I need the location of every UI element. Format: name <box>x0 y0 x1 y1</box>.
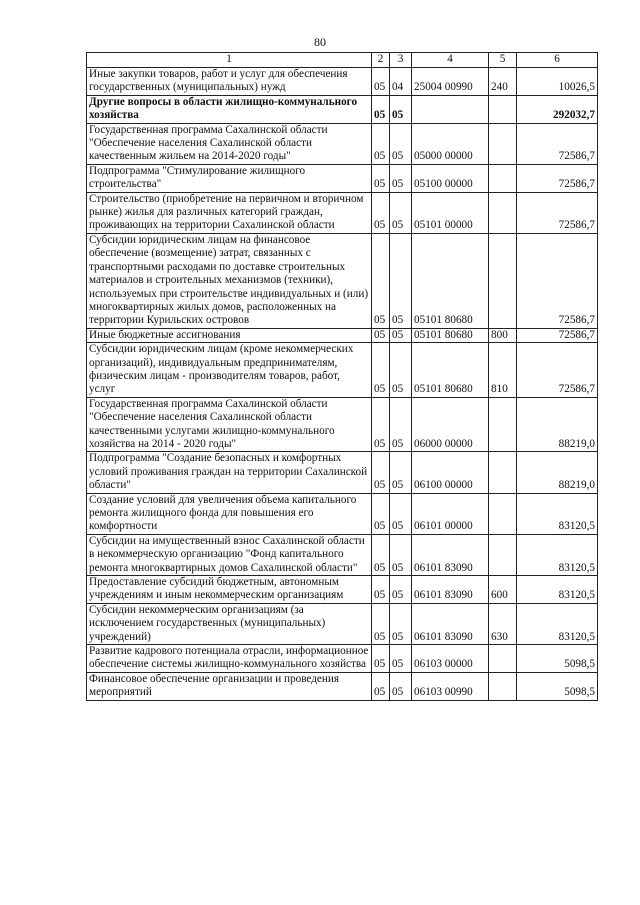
table-row <box>87 576 598 604</box>
row-expense-type-cell: 600 <box>489 576 517 604</box>
table-row <box>87 672 598 700</box>
header-col-5: 5 <box>489 53 517 68</box>
row-expense-type-cell <box>489 397 517 452</box>
row-expense-type-cell: 810 <box>489 343 517 398</box>
table-body <box>87 68 598 701</box>
row-section-cell: 05 <box>372 192 390 233</box>
table-row <box>87 493 598 534</box>
row-amount-cell: 88219,0 <box>517 397 598 452</box>
row-expense-type-cell <box>489 493 517 534</box>
table-row <box>87 343 598 398</box>
header-col-6: 6 <box>517 53 598 68</box>
table-row <box>87 534 598 575</box>
row-section-cell: 05 <box>372 68 390 96</box>
table-row <box>87 397 598 452</box>
row-section-cell: 05 <box>372 343 390 398</box>
row-name-cell: Создание условий для увеличения объема капитального ремонта жилищного фонда для повышения его комфортности <box>87 493 372 534</box>
row-amount-cell: 72586,7 <box>517 343 598 398</box>
row-subsection-cell: 05 <box>390 452 412 493</box>
row-expense-type-cell <box>489 233 517 328</box>
row-amount-cell: 83120,5 <box>517 493 598 534</box>
row-section-cell: 05 <box>372 603 390 644</box>
table-row <box>87 645 598 673</box>
row-target-article-cell: 06100 00000 <box>412 452 489 493</box>
row-target-article-cell: 06101 00000 <box>412 493 489 534</box>
table-row <box>87 192 598 233</box>
row-amount-cell: 72586,7 <box>517 164 598 192</box>
row-amount-cell: 5098,5 <box>517 672 598 700</box>
row-subsection-cell: 05 <box>390 397 412 452</box>
row-target-article-cell: 06101 83090 <box>412 576 489 604</box>
row-expense-type-cell <box>489 672 517 700</box>
row-expense-type-cell: 800 <box>489 328 517 342</box>
row-amount-cell: 72586,7 <box>517 233 598 328</box>
row-target-article-cell: 05100 00000 <box>412 164 489 192</box>
row-expense-type-cell <box>489 95 517 123</box>
row-amount-cell: 292032,7 <box>517 95 598 123</box>
row-expense-type-cell: 240 <box>489 68 517 96</box>
row-target-article-cell: 25004 00990 <box>412 68 489 96</box>
row-subsection-cell: 05 <box>390 343 412 398</box>
row-name-cell: Подпрограмма "Создание безопасных и комфортных условий проживания граждан на территории Сахалинской области" <box>87 452 372 493</box>
row-section-cell: 05 <box>372 164 390 192</box>
row-amount-cell: 72586,7 <box>517 123 598 164</box>
row-name-cell: Подпрограмма "Стимулирование жилищного строительства" <box>87 164 372 192</box>
budget-table <box>86 52 598 701</box>
row-section-cell: 05 <box>372 534 390 575</box>
header-col-2: 2 <box>372 53 390 68</box>
row-expense-type-cell <box>489 123 517 164</box>
table-row <box>87 328 598 342</box>
table-row <box>87 123 598 164</box>
row-amount-cell: 72586,7 <box>517 192 598 233</box>
row-amount-cell: 5098,5 <box>517 645 598 673</box>
row-name-cell: Предоставление субсидий бюджетным, автономным учреждениям и иным некоммерческим организациям <box>87 576 372 604</box>
row-target-article-cell: 05101 80680 <box>412 233 489 328</box>
header-col-3: 3 <box>390 53 412 68</box>
row-section-cell: 05 <box>372 452 390 493</box>
row-subsection-cell: 05 <box>390 95 412 123</box>
row-section-cell: 05 <box>372 576 390 604</box>
table-row <box>87 233 598 328</box>
row-subsection-cell: 05 <box>390 123 412 164</box>
row-section-cell: 05 <box>372 493 390 534</box>
row-name-cell: Субсидии юридическим лицам (кроме некоммерческих организаций), индивидуальным предпринимателям, физическим лицам - производителям товаров, работ, услуг <box>87 343 372 398</box>
row-subsection-cell: 05 <box>390 534 412 575</box>
row-target-article-cell: 06103 00000 <box>412 645 489 673</box>
row-expense-type-cell: 630 <box>489 603 517 644</box>
table-row <box>87 164 598 192</box>
row-name-cell: Финансовое обеспечение организации и проведения мероприятий <box>87 672 372 700</box>
row-name-cell: Субсидии юридическим лицам на финансовое обеспечение (возмещение) затрат, связанных с транспортными расходами по доставке строительных материалов и строительных механизмов (техники), используемых при строительстве индивидуальных и (или) многоквартирных жилых домов, расположенных на территории Курильских островов <box>87 233 372 328</box>
row-subsection-cell: 05 <box>390 645 412 673</box>
row-section-cell: 05 <box>372 328 390 342</box>
row-amount-cell: 88219,0 <box>517 452 598 493</box>
row-section-cell: 05 <box>372 672 390 700</box>
row-target-article-cell: 06000 00000 <box>412 397 489 452</box>
row-name-cell: Субсидии некоммерческим организациям (за исключением государственных (муниципальных) учреждений) <box>87 603 372 644</box>
row-subsection-cell: 05 <box>390 233 412 328</box>
row-section-cell: 05 <box>372 233 390 328</box>
row-amount-cell: 10026,5 <box>517 68 598 96</box>
row-amount-cell: 83120,5 <box>517 576 598 604</box>
row-target-article-cell: 06101 83090 <box>412 534 489 575</box>
row-target-article-cell: 05101 80680 <box>412 328 489 342</box>
table-row <box>87 452 598 493</box>
row-amount-cell: 83120,5 <box>517 603 598 644</box>
row-section-cell: 05 <box>372 645 390 673</box>
row-expense-type-cell <box>489 452 517 493</box>
row-target-article-cell: 05000 00000 <box>412 123 489 164</box>
page-number: 80 <box>314 35 326 49</box>
header-col-4: 4 <box>412 53 489 68</box>
row-expense-type-cell <box>489 534 517 575</box>
row-subsection-cell: 04 <box>390 68 412 96</box>
row-name-cell: Субсидии на имущественный взнос Сахалинской области в некоммерческую организацию "Фонд капитального ремонта многоквартирных домов Сахалинской области" <box>87 534 372 575</box>
row-subsection-cell: 05 <box>390 164 412 192</box>
table-row <box>87 603 598 644</box>
row-subsection-cell: 05 <box>390 493 412 534</box>
row-amount-cell: 83120,5 <box>517 534 598 575</box>
row-amount-cell: 72586,7 <box>517 328 598 342</box>
row-name-cell: Иные закупки товаров, работ и услуг для обеспечения государственных (муниципальных) нужд <box>87 68 372 96</box>
row-name-cell: Строительство (приобретение на первичном и вторичном рынке) жилья для различных категорий граждан, проживающих на территории Сахалинской области <box>87 192 372 233</box>
table-header-row <box>87 53 598 68</box>
row-subsection-cell: 05 <box>390 328 412 342</box>
row-subsection-cell: 05 <box>390 576 412 604</box>
row-name-cell: Развитие кадрового потенциала отрасли, информационное обеспечение системы жилищно-коммунального хозяйства <box>87 645 372 673</box>
row-name-cell: Другие вопросы в области жилищно-коммунального хозяйства <box>87 95 372 123</box>
row-expense-type-cell <box>489 645 517 673</box>
row-target-article-cell <box>412 95 489 123</box>
row-name-cell: Государственная программа Сахалинской области "Обеспечение населения Сахалинской области качественными услугами жилищно-коммунального хозяйства на 2014 - 2020 годы" <box>87 397 372 452</box>
row-name-cell: Иные бюджетные ассигнования <box>87 328 372 342</box>
row-target-article-cell: 05101 00000 <box>412 192 489 233</box>
row-expense-type-cell <box>489 164 517 192</box>
row-section-cell: 05 <box>372 123 390 164</box>
row-target-article-cell: 05101 80680 <box>412 343 489 398</box>
row-target-article-cell: 06103 00990 <box>412 672 489 700</box>
table-row <box>87 68 598 96</box>
row-subsection-cell: 05 <box>390 192 412 233</box>
header-col-1: 1 <box>87 53 372 68</box>
row-expense-type-cell <box>489 192 517 233</box>
row-section-cell: 05 <box>372 95 390 123</box>
row-target-article-cell: 06101 83090 <box>412 603 489 644</box>
row-name-cell: Государственная программа Сахалинской области "Обеспечение населения Сахалинской области качественным жильем на 2014-2020 годы" <box>87 123 372 164</box>
row-subsection-cell: 05 <box>390 603 412 644</box>
row-section-cell: 05 <box>372 397 390 452</box>
row-subsection-cell: 05 <box>390 672 412 700</box>
table-row <box>87 95 598 123</box>
